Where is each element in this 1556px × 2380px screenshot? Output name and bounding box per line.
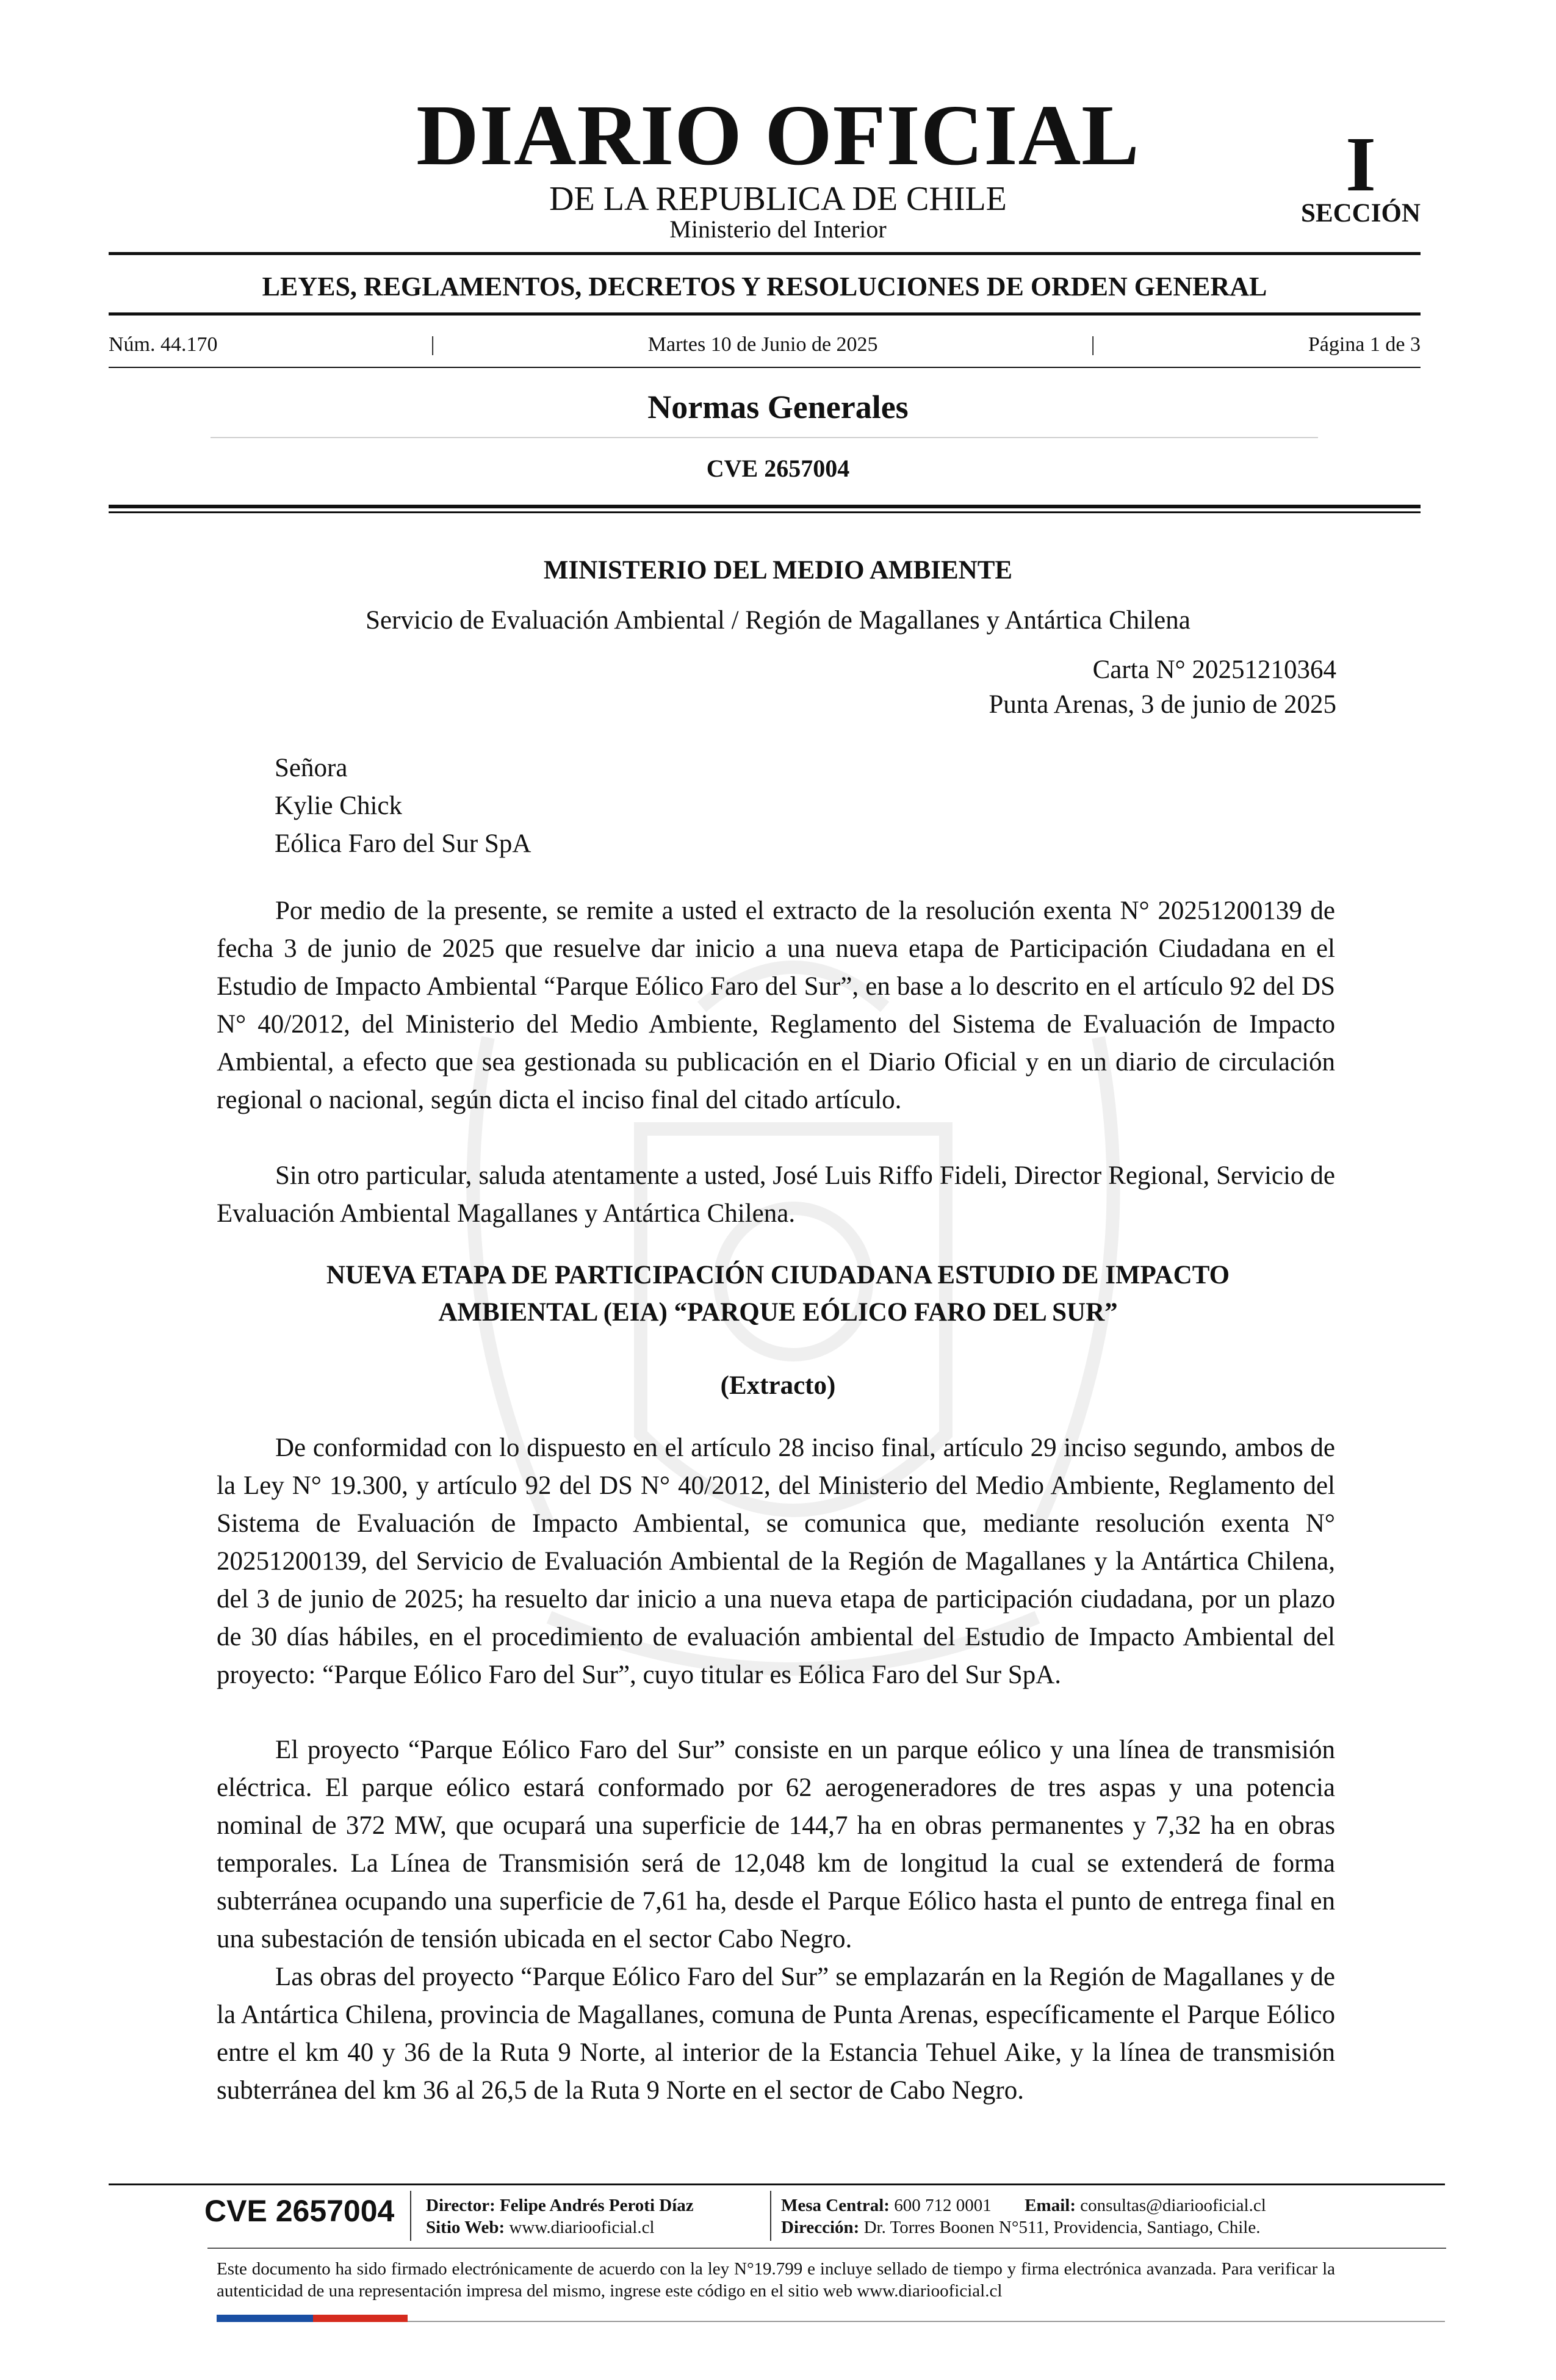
recipient-line: Señora	[275, 754, 348, 782]
letter-paragraph: Sin otro particular, saluda atentamente a usted, José Luis Riffo Fideli, Director Regional, Servicio de Evaluación Ambiental Magallanes y Antártica Chilena.	[217, 1161, 1335, 1228]
band-title: LEYES, REGLAMENTOS, DECRETOS Y RESOLUCIONES DE ORDEN GENERAL	[262, 272, 1267, 301]
issue-separator: |	[1090, 333, 1095, 356]
footer-address-text: Dr. Torres Boonen N°511, Providencia, Santiago, Chile.	[863, 2218, 1261, 2237]
footer-email-link[interactable]: consultas@diariooficial.cl	[1080, 2196, 1266, 2215]
masthead-title: DIARIO OFICIAL	[416, 87, 1140, 183]
issue-date: Martes 10 de Junio de 2025	[647, 333, 878, 356]
letter-place-date: Punta Arenas, 3 de junio de 2025	[989, 690, 1336, 719]
issue-page: Página 1 de 3	[1308, 333, 1421, 356]
footer-cve-code: CVE 2657004	[204, 2194, 395, 2228]
footer-director-label: Director:	[426, 2196, 495, 2215]
footer-website	[426, 2216, 655, 2238]
footer-phone: 600 712 0001	[894, 2196, 992, 2215]
issue-separator: |	[430, 333, 435, 356]
recipient-block	[275, 749, 531, 863]
footer-rule	[207, 2248, 1446, 2249]
section-label: SECCIÓN	[1301, 199, 1421, 228]
extract-title-line: NUEVA ETAPA DE PARTICIPACIÓN CIUDADANA ESTUDIO DE IMPACTO	[326, 1261, 1230, 1289]
footer-divider	[770, 2191, 771, 2241]
extract-title-line: AMBIENTAL (EIA) “PARQUE EÓLICO FARO DEL SUR”	[438, 1298, 1118, 1327]
footer-signature-notice: Este documento ha sido firmado electrónicamente de acuerdo con la ley N°19.799 e incluye sellado de tiempo y firma electrónica avanzada. Para verificar la autenticidad de una representación impresa del mismo, ingrese este código en el sitio web www.diariooficial.cl	[217, 2259, 1335, 2301]
footer-website-link[interactable]: www.diariooficial.cl	[509, 2218, 655, 2237]
footer-address	[781, 2216, 1260, 2238]
footer-address-label: Dirección:	[781, 2218, 860, 2237]
flag-stripe-blue	[217, 2315, 313, 2322]
section-title: Normas Generales	[647, 389, 909, 425]
masthead-subtitle: DE LA REPUBLICA DE CHILE	[549, 180, 1007, 218]
footer-director	[426, 2194, 694, 2216]
footer-director-name: Felipe Andrés Peroti Díaz	[500, 2196, 694, 2215]
section-number: I	[1345, 121, 1376, 207]
extract-paragraph: El proyecto “Parque Eólico Faro del Sur” consiste en un parque eólico y una línea de transmisión eléctrica. El parque eólico estará conformado por 62 aerogeneradores de tres aspas y una potencia nominal de 372 MW, que ocupará una superficie de 144,7 ha en obras permanentes y 7,32 ha en obras temporales. La Línea de Transmisión será de 12,048 km de longitud la cual se extenderá de forma subterránea ocupando una superficie de 7,61 ha, desde el Parque Eólico hasta el punto de entrega final en una subestación de tensión ubicada en el sector Cabo Negro.	[217, 1736, 1335, 1953]
issue-rule	[109, 367, 1421, 368]
extract-paragraph: Las obras del proyecto “Parque Eólico Faro del Sur” se emplazarán en la Región de Magallanes y de la Antártica Chilena, provincia de Magallanes, comuna de Punta Arenas, específicamente el Parque Eólico entre el km 40 y 36 de la Ruta 9 Norte, al interior de la Estancia Tehuel Aike, y la línea de transmisión subterránea del km 36 al 26,5 de la Ruta 9 Norte en el sector de Cabo Negro.	[217, 1963, 1335, 2105]
masthead-ministry: Ministerio del Interior	[669, 215, 887, 243]
header-rule	[109, 312, 1421, 316]
footer-phone-label: Mesa Central:	[781, 2196, 890, 2215]
section-rule-thick	[109, 505, 1421, 508]
footer-divider	[410, 2191, 411, 2241]
letter-reference: Carta N° 20251210364	[1092, 655, 1336, 684]
footer-rule	[408, 2321, 1445, 2322]
section-rule	[211, 437, 1318, 438]
header-rule	[109, 252, 1421, 255]
extract-subtitle: (Extracto)	[720, 1371, 836, 1400]
ministry-heading: MINISTERIO DEL MEDIO AMBIENTE	[543, 556, 1013, 585]
footer-email-label: Email:	[1025, 2196, 1076, 2215]
footer-website-label: Sitio Web:	[426, 2218, 505, 2237]
flag-stripe-red	[313, 2315, 408, 2322]
issue-number: Núm. 44.170	[109, 333, 218, 356]
footer-contact	[781, 2194, 1266, 2216]
footer-rule	[109, 2183, 1445, 2185]
section-rule-thin	[109, 511, 1421, 513]
letter-paragraph: Por medio de la presente, se remite a usted el extracto de la resolución exenta N° 20251200139 de fecha 3 de junio de 2025 que resuelve dar inicio a una nueva etapa de Participación Ciudadana en el Estudio de Impacto Ambiental “Parque Eólico Faro del Sur”, en base a lo descrito en el artículo 92 del DS N° 40/2012, del Ministerio del Medio Ambiente, Reglamento del Sistema de Evaluación de Impacto Ambiental, a efecto que sea gestionada su publicación en el Diario Oficial y en un diario de circulación regional o nacional, según dicta el inciso final del citado artículo.	[217, 896, 1335, 1114]
issue-bar	[109, 334, 1421, 355]
recipient-line: Kylie Chick	[275, 792, 402, 820]
service-line: Servicio de Evaluación Ambiental / Región de Magallanes y Antártica Chilena	[366, 606, 1190, 635]
extract-paragraph: De conformidad con lo dispuesto en el artículo 28 inciso final, artículo 29 inciso segundo, ambos de la Ley N° 19.300, y artículo 92 del DS N° 40/2012, del Ministerio del Medio Ambiente, Reglamento del Sistema de Evaluación de Impacto Ambiental, se comunica que, mediante resolución exenta N° 20251200139, del Servicio de Evaluación Ambiental de la Región de Magallanes y la Antártica Chilena, del 3 de junio de 2025; ha resuelto dar inicio a una nueva etapa de participación ciudadana, por un plazo de 30 días hábiles, en el procedimiento de evaluación ambiental del Estudio de Impacto Ambiental del proyecto: “Parque Eólico Faro del Sur”, cuyo titular es Eólica Faro del Sur SpA.	[217, 1433, 1335, 1689]
cve-code: CVE 2657004	[706, 455, 850, 482]
recipient-line: Eólica Faro del Sur SpA	[275, 829, 531, 858]
